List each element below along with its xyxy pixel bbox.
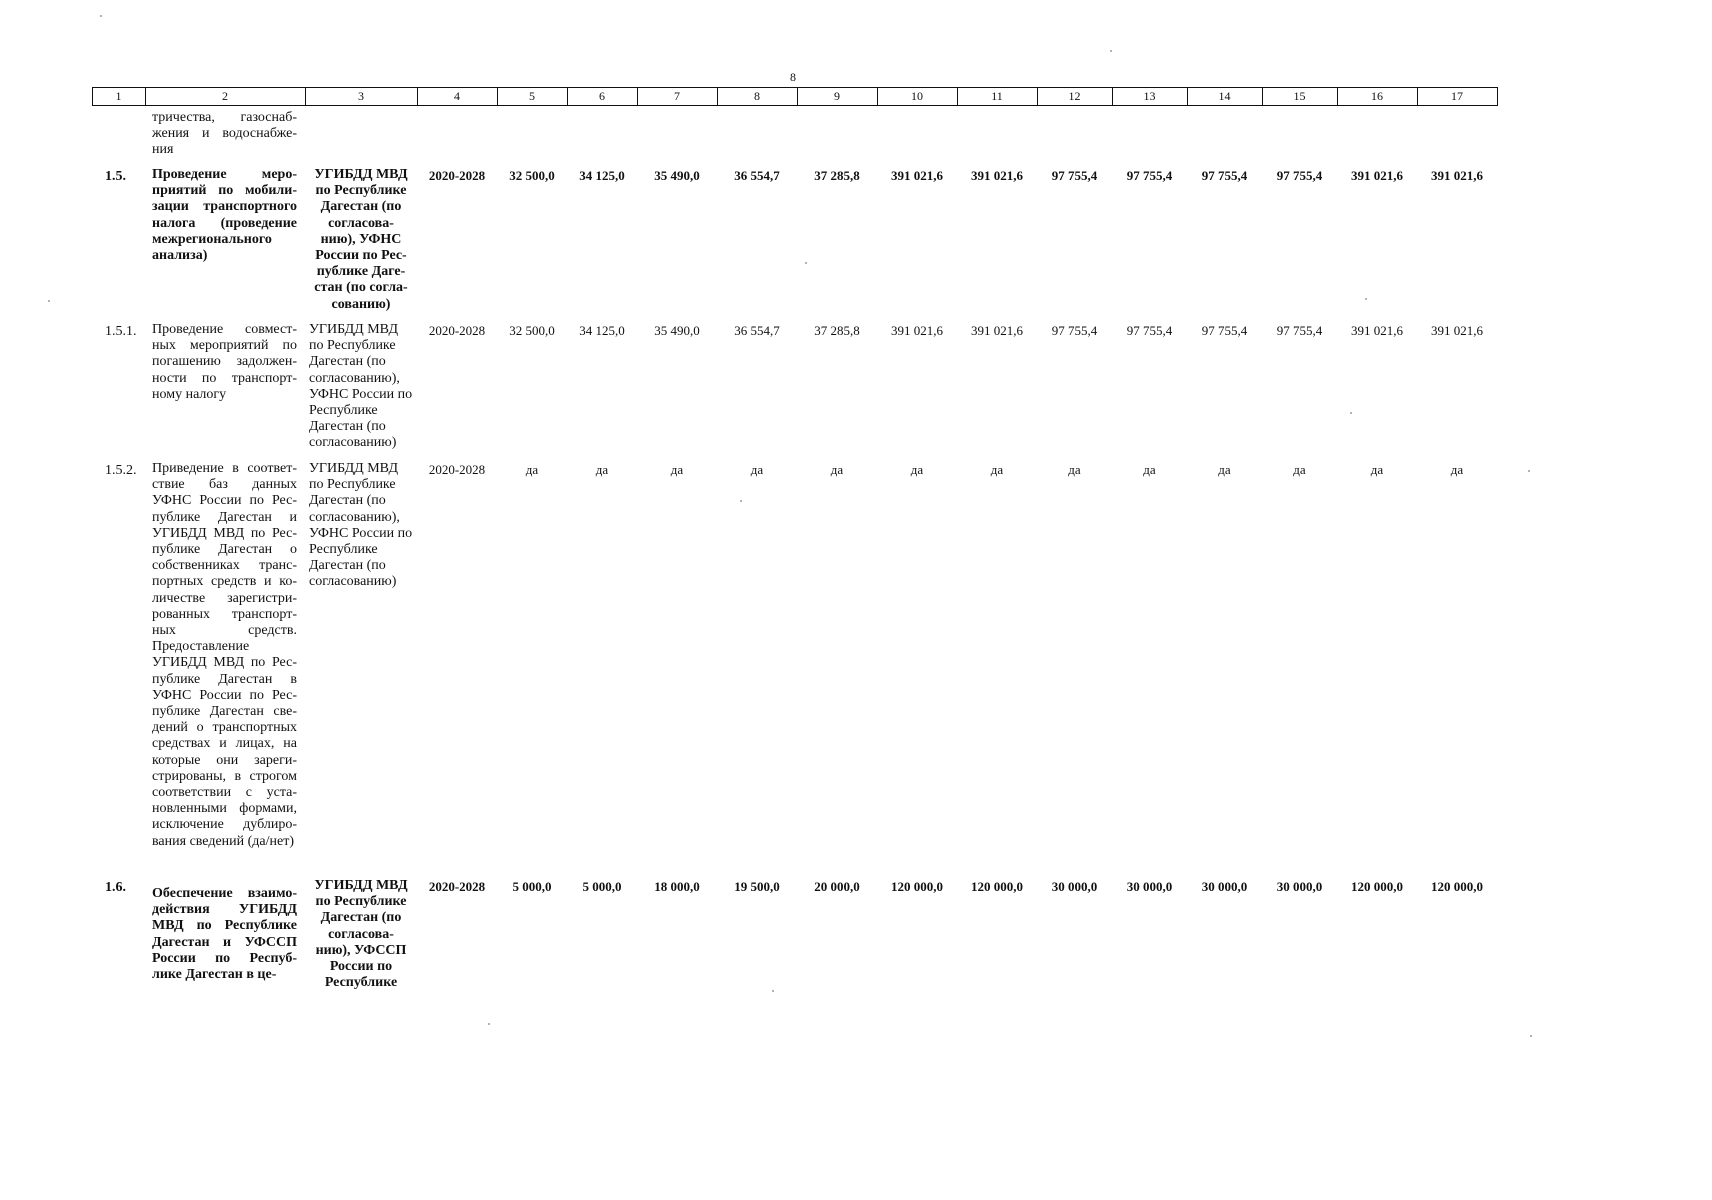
column-header-2: 2 [222, 89, 228, 103]
scan-speck [805, 262, 807, 264]
scan-speck [772, 990, 774, 992]
row-1-5-2-executor: УГИБДД МВД по Республике Дагестан (по согласованию), УФНС России по Республике Дагестан (по согласованию) [309, 461, 413, 590]
scan-speck [100, 15, 102, 17]
header-bottom-rule [92, 105, 1497, 106]
row-1-5-value-col-12: 97 755,4 [1051, 168, 1098, 183]
row-1-5-1-value-col-7: 35 490,0 [654, 323, 700, 338]
column-header-5: 5 [529, 89, 535, 103]
row-1-5-2-value-col-6: да [595, 462, 609, 477]
row-1-5-1-value-col-12: 97 755,4 [1051, 323, 1098, 338]
row-1-5-1-period: 2020-2028 [428, 323, 486, 338]
row-1-5-value-col-16: 391 021,6 [1351, 168, 1403, 183]
row-1-6-value-col-8: 19 500,0 [734, 879, 780, 894]
row-continuation-description: тричества, газоснаб- жения и водоснабже- ния [152, 110, 297, 158]
row-1-6-value-col-11: 120 000,0 [971, 879, 1023, 894]
row-1-5-1-value-col-8: 36 554,7 [734, 323, 780, 338]
column-header-12: 12 [1068, 89, 1081, 103]
row-1-5-2-value-col-9: да [830, 462, 844, 477]
row-1-6-value-col-15: 30 000,0 [1276, 879, 1323, 894]
row-1-5-2-value-col-11: да [990, 462, 1004, 477]
column-header-17: 17 [1451, 89, 1463, 103]
scan-speck [1528, 470, 1530, 472]
page-number: 8 [790, 70, 796, 84]
row-1-6-period: 2020-2028 [428, 879, 486, 894]
row-1-5-1-value-col-14: 97 755,4 [1201, 323, 1248, 338]
column-header-3: 3 [358, 89, 364, 103]
row-1-5-2-value-col-17: да [1450, 462, 1464, 477]
row-1-5-1-value-col-10: 391 021,6 [891, 323, 943, 338]
row-1-6-value-col-13: 30 000,0 [1126, 879, 1173, 894]
column-header-4: 4 [454, 89, 460, 103]
column-header-11: 11 [991, 89, 1003, 103]
row-1-5-description: Проведение меро- приятий по мобили- зации транспортного налога (проведение межрегионального анализа) [152, 167, 297, 264]
scan-speck [48, 300, 50, 302]
row-1-5-1-number: 1.5.1. [105, 324, 137, 339]
row-1-5-value-col-7: 35 490,0 [654, 168, 700, 183]
column-header-14: 14 [1218, 89, 1231, 103]
row-1-5-2-value-col-10: да [910, 462, 924, 477]
row-1-6-value-col-6: 5 000,0 [582, 879, 622, 894]
row-1-5-1-description: Проведение совмест- ных мероприятий по погашению задолжен- ности по транспорт- ному налогу [152, 322, 297, 402]
column-header-10: 10 [911, 89, 923, 103]
row-1-6-description: Обеспечение взаимо- действия УГИБДД МВД по Республике Дагестан и УФССП России по Респуб- лике Дагестан в це- [152, 886, 297, 983]
row-1-5-2-value-col-8: да [750, 462, 764, 477]
row-1-5-1-value-col-9: 37 285,8 [814, 323, 860, 338]
row-1-5-value-col-8: 36 554,7 [734, 168, 780, 183]
scan-speck [1365, 298, 1367, 300]
scan-speck [1110, 50, 1112, 52]
row-1-6-value-col-7: 18 000,0 [654, 879, 700, 894]
scan-speck [1350, 412, 1352, 414]
row-1-5-2-description: Приведение в соответ- ствие баз данных УФНС России по Рес- публике Дагестан и УГИБДД МВД по Рес- публике Дагестан о собственниках транс- портных средств и ко- личестве зарегистри- рованных транспорт- ных средств. Предоставление УГИБДД МВД по Рес- публике Дагестан в УФНС России по Рес- публике Дагестан све- дений о транспортных средствах и лицах, на которые они зареги- стрированы, в строгом соответствии с уста- новленными формами, исключение дублиро- вания сведений (да/нет) [152, 461, 297, 849]
row-1-5-value-col-5: 32 500,0 [509, 168, 555, 183]
row-1-6-value-col-16: 120 000,0 [1351, 879, 1403, 894]
row-1-5-2-value-col-13: да [1143, 462, 1156, 477]
column-header-15: 15 [1293, 89, 1306, 103]
row-1-6-value-col-12: 30 000,0 [1051, 879, 1098, 894]
column-header-1: 1 [115, 89, 122, 103]
column-header-16: 16 [1371, 89, 1383, 103]
row-1-5-1-value-col-11: 391 021,6 [971, 323, 1023, 338]
row-1-5-1-value-col-6: 34 125,0 [579, 323, 625, 338]
column-header-13: 13 [1143, 89, 1156, 103]
row-1-5-value-col-15: 97 755,4 [1276, 168, 1323, 183]
row-1-6-value-col-5: 5 000,0 [512, 879, 552, 894]
row-1-6-number: 1.6. [105, 880, 126, 895]
row-1-6-value-col-9: 20 000,0 [814, 879, 860, 894]
row-1-5-value-col-14: 97 755,4 [1201, 168, 1248, 183]
row-1-5-2-number: 1.5.2. [105, 463, 137, 478]
column-header-7: 7 [674, 89, 680, 103]
row-1-6-value-col-10: 120 000,0 [891, 879, 943, 894]
column-header-6: 6 [599, 89, 605, 103]
row-1-6-executor: УГИБДД МВД по Республике Дагестан (по согласова- нию), УФССП России по Республике [314, 878, 408, 991]
row-1-5-value-col-6: 34 125,0 [579, 168, 625, 183]
row-1-5-1-value-col-15: 97 755,4 [1276, 323, 1323, 338]
header-top-rule [92, 87, 1497, 88]
header-column-divider [1497, 87, 1498, 106]
row-1-5-1-value-col-17: 391 021,6 [1431, 323, 1483, 338]
row-1-6-value-col-17: 120 000,0 [1431, 879, 1483, 894]
row-1-5-value-col-9: 37 285,8 [814, 168, 860, 183]
scan-speck [1530, 1035, 1532, 1037]
column-header-9: 9 [834, 89, 840, 103]
row-1-5-2-value-col-16: да [1370, 462, 1384, 477]
row-1-5-value-col-10: 391 021,6 [891, 168, 943, 183]
row-1-5-1-value-col-16: 391 021,6 [1351, 323, 1403, 338]
row-1-5-value-col-11: 391 021,6 [971, 168, 1023, 183]
row-1-5-1-executor: УГИБДД МВД по Республике Дагестан (по согласованию), УФНС России по Республике Дагестан (по согласованию) [309, 322, 413, 451]
row-1-5-period: 2020-2028 [428, 168, 486, 183]
row-1-5-executor: УГИБДД МВД по Республике Дагестан (по согласова- нию), УФНС России по Рес- публике Даге- стан (по согла- сованию) [314, 167, 408, 312]
row-1-5-1-value-col-5: 32 500,0 [509, 323, 555, 338]
row-1-5-2-period: 2020-2028 [428, 462, 486, 477]
row-1-5-value-col-17: 391 021,6 [1431, 168, 1483, 183]
scan-speck [740, 500, 742, 502]
row-1-5-2-value-col-5: да [525, 462, 539, 477]
row-1-5-2-value-col-12: да [1068, 462, 1081, 477]
scan-speck [488, 1023, 490, 1025]
row-1-5-value-col-13: 97 755,4 [1126, 168, 1173, 183]
column-header-8: 8 [754, 89, 760, 103]
row-1-5-2-value-col-7: да [670, 462, 684, 477]
row-1-5-number: 1.5. [105, 169, 126, 184]
row-1-5-2-value-col-14: да [1218, 462, 1231, 477]
row-1-5-1-value-col-13: 97 755,4 [1126, 323, 1173, 338]
row-1-6-value-col-14: 30 000,0 [1201, 879, 1248, 894]
row-1-5-2-value-col-15: да [1293, 462, 1306, 477]
